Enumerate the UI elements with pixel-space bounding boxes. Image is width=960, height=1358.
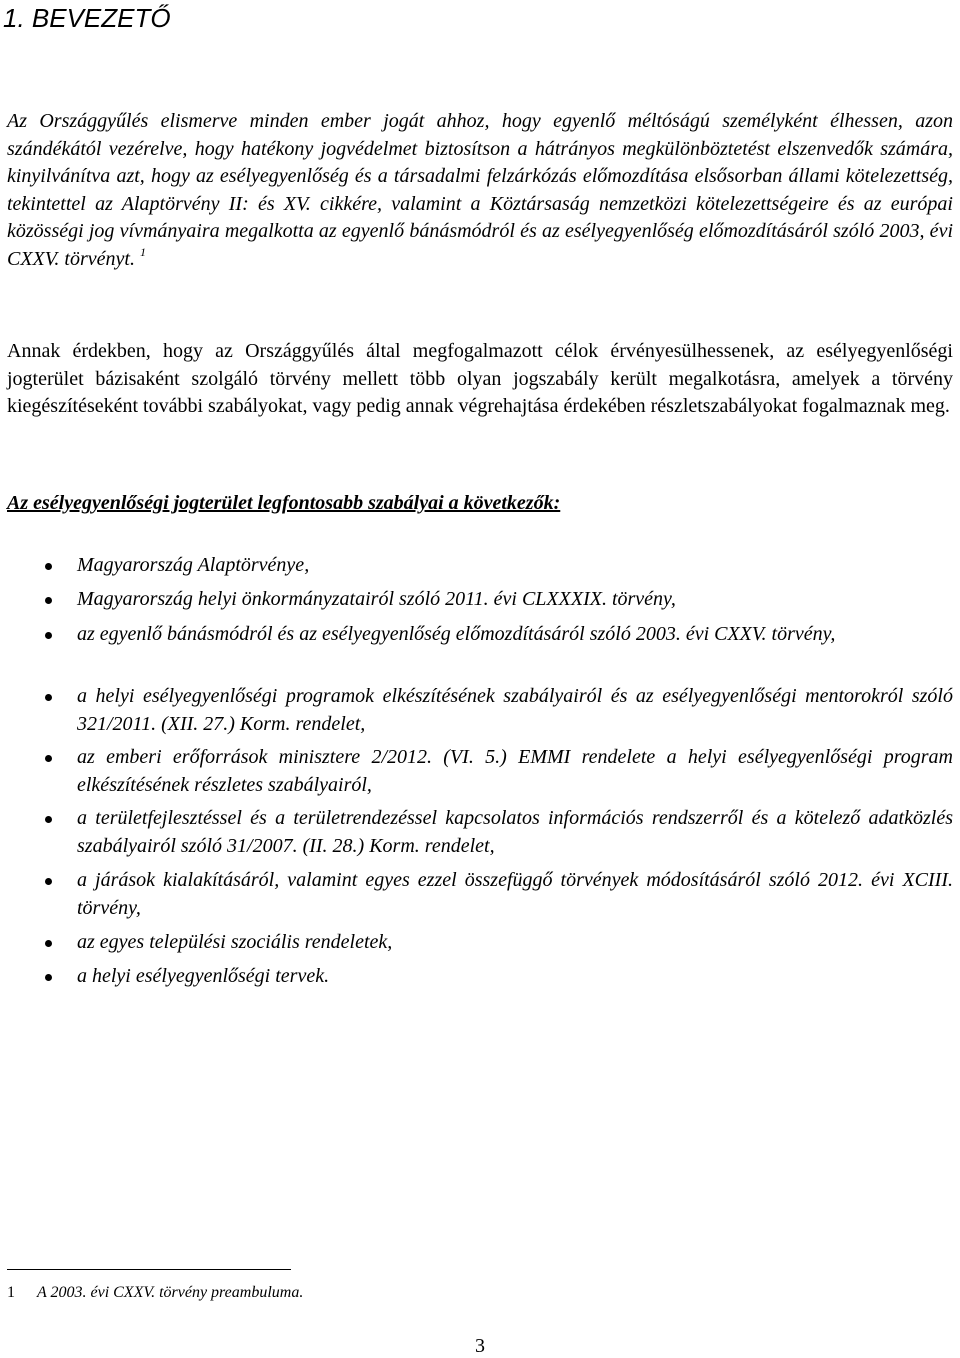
list-item-text: a helyi esélyegyenlőségi tervek.: [77, 965, 330, 987]
bullet-icon: [45, 940, 52, 947]
second-paragraph: Annak érdekben, hogy az Országgyűlés által megfogalmazott célok érvényesülhessenek, az esélyegyenlőségi jogterület bázisaként szolgáló törvény mellett több olyan jogszabály került megalkotásra, amelyek a törvény kiegészítéseként további szabályokat, vagy pedig annak végrehajtása érdekében részletszabályokat fogalmaznak meg.: [7, 340, 953, 417]
bullet-icon: [45, 755, 52, 762]
bullet-icon: [45, 632, 52, 639]
intro-paragraph-text: Az Országgyűlés elismerve minden ember jogát ahhoz, hogy egyenlő méltóságú személyként élhessen, azon szándékától vezérelve, hogy hatékony jogvédelmet biztosítson a hátrányos megkülönböztetést elszenvedők számára, kinyilvánítva azt, hogy az esélyegyenlőség és a társadalmi felzárkózás előmozdítása elsősorban állami kötelezettség, tekintettel az Alaptörvény II: és XV. cikkére, valamint a Köztársaság nemzetközi kötelezettségeire és az európai közösségi jog vívmányaira megalkotta az egyenlő bánásmódról és az esélyegyenlőség előmozdításáról szóló 2003, évi CXXV. törvényt.: [7, 110, 953, 270]
intro-paragraph: [7, 108, 953, 273]
list-item: [77, 552, 953, 580]
list-item: [77, 805, 953, 860]
footnote-text: A 2003. évi CXXV. törvény preambuluma.: [37, 1284, 304, 1301]
list-item: [77, 929, 953, 957]
bullet-icon: [45, 563, 52, 570]
bullet-icon: [45, 878, 52, 885]
bullet-icon: [45, 974, 52, 981]
footnote-separator: [7, 1269, 291, 1270]
list-item-text: Magyarország Alaptörvénye,: [77, 554, 310, 576]
bullet-icon: [45, 816, 52, 823]
list-item: [77, 744, 953, 799]
list-item-text: Magyarország helyi önkormányzatairól szóló 2011. évi CLXXXIX. törvény,: [77, 588, 676, 610]
list-item-text: a területfejlesztéssel és a területrendezéssel kapcsolatos információs rendszerről és a kötelező adatközlés szabályairól szóló 31/2007. (II. 28.) Korm. rendelet,: [77, 807, 953, 857]
list-item-text: az egyes települési szociális rendeletek,: [77, 931, 393, 953]
list-item-text: a helyi esélyegyenlőségi programok elkészítésének szabályairól és az esélyegyenlőségi mentorokról szóló 321/2011. (XII. 27.) Korm. rendelet,: [77, 685, 953, 735]
list-item: [77, 621, 953, 649]
list-item-text: a járások kialakításáról, valamint egyes ezzel összefüggő törvények módosításáról szóló 2012. évi XCIII. törvény,: [77, 869, 953, 919]
footnote-number: 1: [7, 1284, 15, 1301]
list-item-text: az emberi erőforrások minisztere 2/2012. (VI. 5.) EMMI rendelete a helyi esélyegyenlőségi program elkészítésének részletes szabályairól,: [77, 746, 953, 796]
list-item: [77, 683, 953, 738]
list-title: Az esélyegyenlőségi jogterület legfontosabb szabályai a következők:: [7, 492, 561, 514]
section-heading: 1. BEVEZETŐ: [3, 3, 171, 33]
bullet-icon: [45, 694, 52, 701]
footnote: [7, 1283, 303, 1303]
footnote-reference[interactable]: 1: [139, 244, 146, 259]
bullet-icon: [45, 597, 52, 604]
list-item: [77, 963, 953, 991]
page-number: 3: [475, 1335, 485, 1357]
list-item: [77, 867, 953, 922]
list-item: [77, 586, 953, 614]
list-item-text: az egyenlő bánásmódról és az esélyegyenlőség előmozdításáról szóló 2003. évi CXXV. törvény,: [77, 623, 836, 645]
